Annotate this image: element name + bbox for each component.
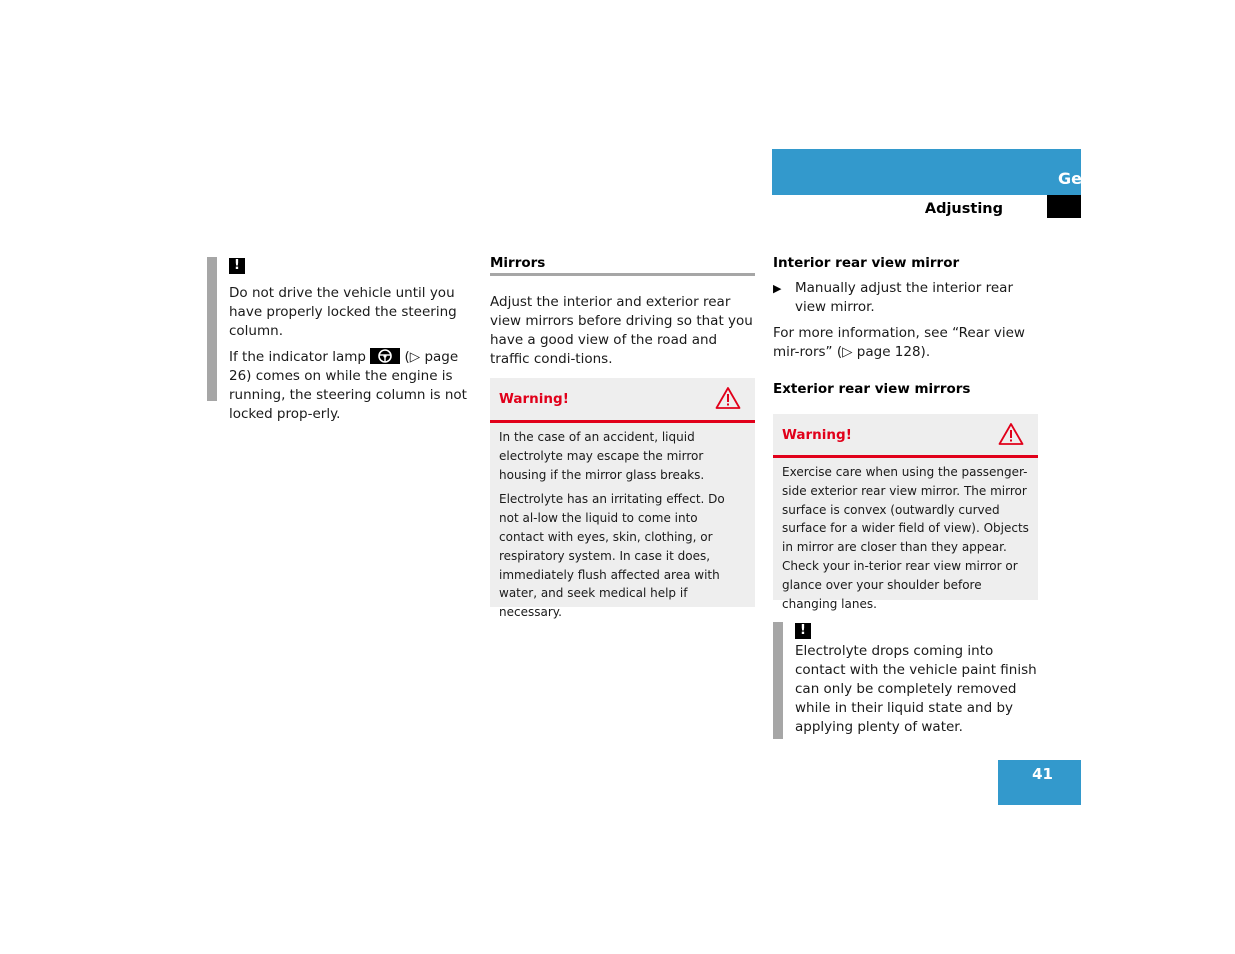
note-icon: ! [795,623,811,639]
warning-header [490,378,755,423]
mirrors-heading: Mirrors [490,255,546,271]
warning-triangle-icon [715,386,741,410]
section-marker [1047,195,1081,218]
warning-text-2: Electrolyte has an irritating effect. Do not al-low the liquid to come into contact with eyes, skin, clothing, or respiratory system. In case it does, immediately flush affected area with water, and seek medical help if necessary. [499,492,725,620]
warning-text-1: In the case of an accident, liquid electrolyte may escape the mirror housing if the mirror glass breaks. [499,430,705,482]
interior-mirror-heading: Interior rear view mirror [773,255,960,271]
warning-text: Exercise care when using the passenger-side exterior rear view mirror. The mirror surface is convex (outwardly curved surface for a wider field of view). Objects in mirror are closer than they appear. Check your in-terior rear view mirror or glance over your shoulder before changing lanes. [782,465,1029,611]
page-number: 41 [1032,765,1053,783]
steering-wheel-lamp-icon [370,348,400,364]
page-ref-26[interactable]: (▷ page 26) [229,349,459,384]
chapter-title: Getting started [1058,169,1197,188]
mirrors-intro: Adjust the interior and exterior rear view mirrors before driving so that you have a good view of the road and traffic condi-tions. [490,294,753,367]
warning-title: Warning! [782,427,852,443]
warning-triangle-icon [998,422,1024,446]
exterior-mirror-heading: Exterior rear view mirrors [773,381,971,397]
bullet-item [773,279,1038,317]
note-text-2-end: comes on while the engine is running, the steering column is not locked prop-erly. [229,368,467,422]
chapter-banner [772,149,1081,195]
note-text: Electrolyte drops coming into contact with the vehicle paint finish can only be completely removed while in their liquid state and by applying plenty of water. [795,643,1037,735]
interior-mirror-section [773,254,1038,398]
note-text-2-start: If the indicator lamp [229,349,371,365]
note-bar [207,257,217,401]
warning-header [773,414,1038,458]
note-electrolyte-paint [795,621,1040,737]
note-steering-column [229,256,477,424]
bullet-arrow-icon: ▶ [773,282,782,295]
warning-body [490,423,755,628]
warning-convex-mirror [773,414,1038,611]
warning-electrolyte [490,378,755,620]
bullet-text: Manually adjust the interior rear view mirror. [795,280,1013,315]
section-title-wrap [772,199,1047,221]
warning-body [773,458,1038,619]
section-title: Adjusting [924,201,1003,217]
note-text-1: Do not drive the vehicle until you have properly locked the steering column. [229,285,457,339]
mirrors-section [490,254,755,369]
heading-rule [490,273,755,276]
warning-title: Warning! [499,391,569,407]
note-bar [773,622,783,739]
note-text-2 [229,348,477,424]
note-icon: ! [229,258,245,274]
more-info-text[interactable]: For more information, see “Rear view mir-rors” (▷ page 128). [773,325,1025,360]
